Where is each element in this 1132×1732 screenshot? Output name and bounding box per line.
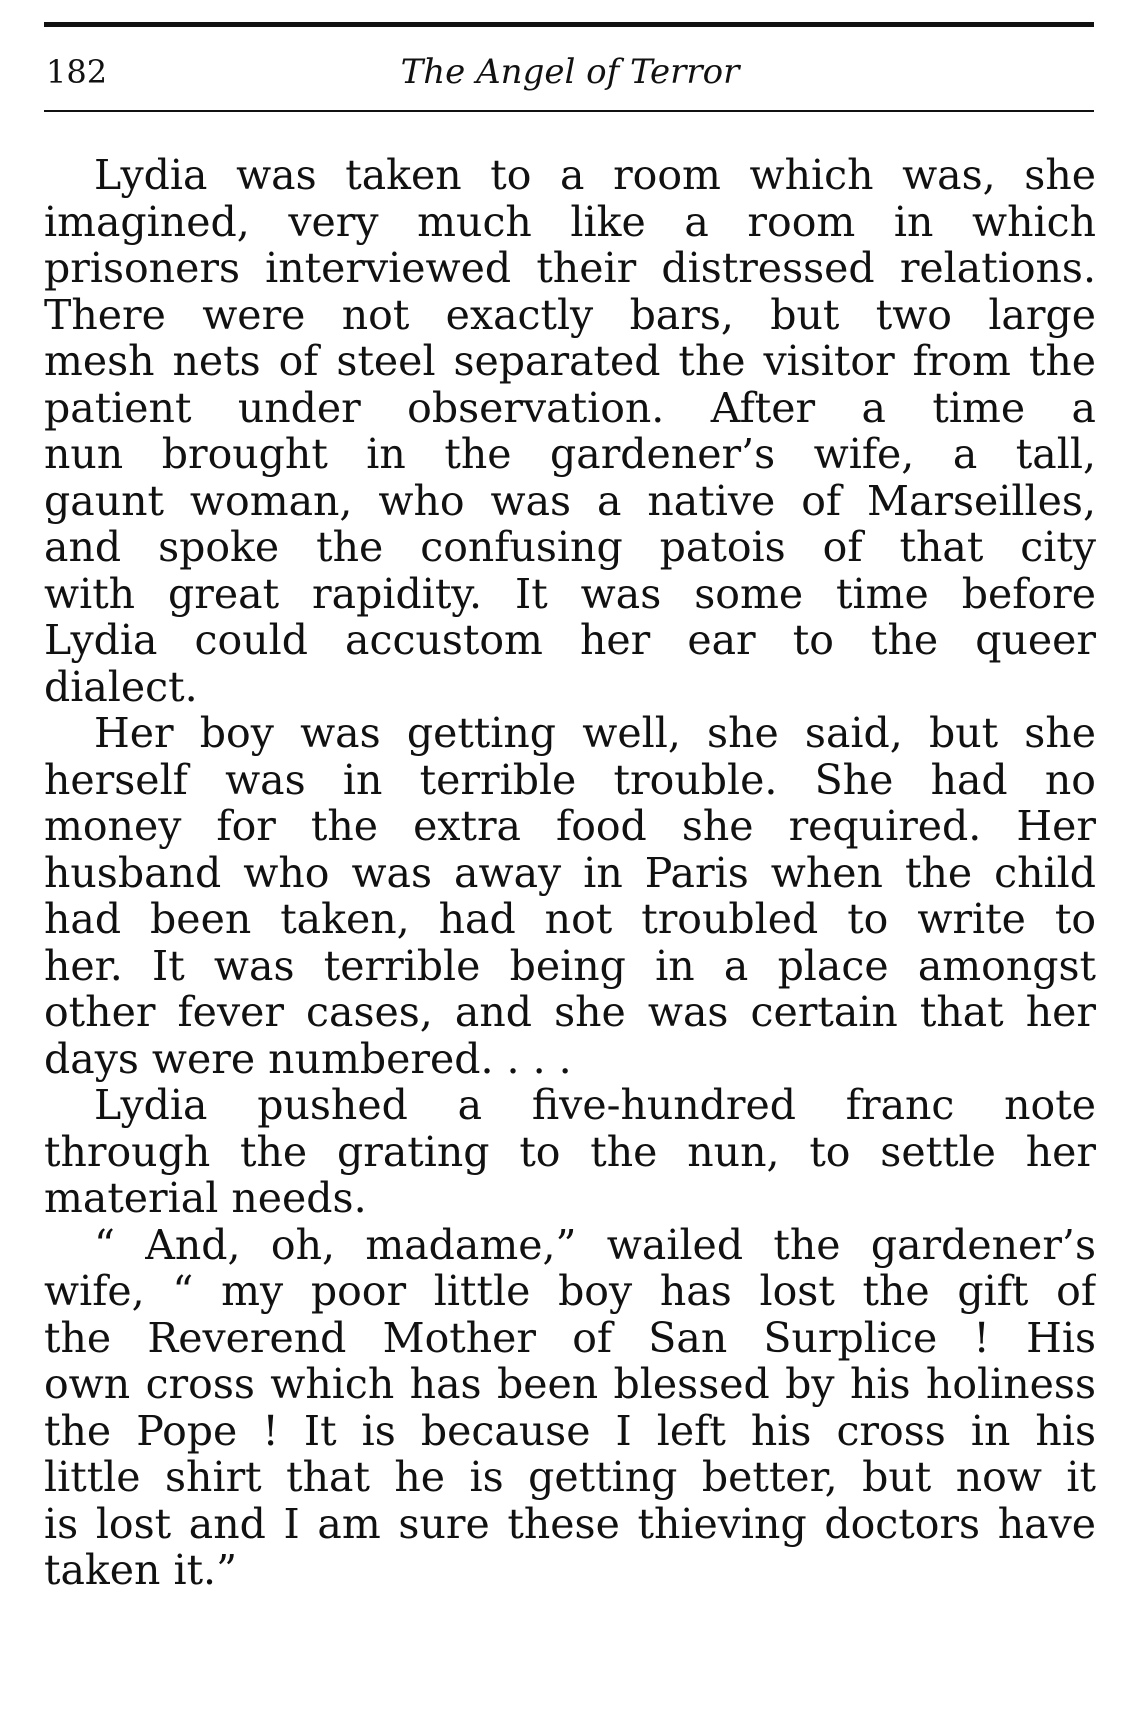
body-text: [44, 152, 1096, 1594]
header-bottom-rule: [44, 110, 1094, 112]
text-line: Lydia pushed a five-hundred franc note: [94, 1082, 1096, 1129]
text-line: prisoners interviewed their distressed relations.: [44, 245, 1096, 292]
text-line: little shirt that he is getting better, but now it: [44, 1454, 1096, 1501]
text-line: mesh nets of steel separated the visitor from the: [44, 338, 1096, 385]
text-line: wife, “ my poor little boy has lost the gift of: [44, 1268, 1096, 1315]
text-line: imagined, very much like a room in which: [44, 198, 1096, 245]
text-line: gaunt woman, who was a native of Marseilles,: [44, 477, 1096, 524]
text-line: with great rapidity. It was some time before: [44, 570, 1096, 617]
text-line: dialect.: [44, 663, 198, 710]
text-line: and spoke the confusing patois of that city: [44, 524, 1096, 571]
text-line: There were not exactly bars, but two large: [44, 291, 1096, 338]
text-line: the Pope ! It is because I left his cross in his: [44, 1407, 1096, 1454]
text-line: had been taken, had not troubled to write to: [44, 896, 1096, 943]
text-line: herself was in terrible trouble. She had no: [44, 756, 1096, 803]
page-number: 182: [46, 53, 108, 91]
text-line: her. It was terrible being in a place amongst: [44, 942, 1096, 989]
text-line: is lost and I am sure these thieving doctors have: [44, 1500, 1096, 1547]
text-line: other fever cases, and she was certain that her: [44, 989, 1096, 1036]
text-line: nun brought in the gardener’s wife, a tall,: [44, 431, 1096, 478]
running-title: The Angel of Terror: [400, 52, 740, 92]
text-line: own cross which has been blessed by his holiness: [44, 1361, 1096, 1408]
text-line: “ And, oh, madame,” wailed the gardener’s: [94, 1221, 1096, 1268]
text-line: the Reverend Mother of San Surplice ! His: [44, 1314, 1096, 1361]
text-line: taken it.”: [44, 1547, 238, 1594]
text-line: patient under observation. After a time a: [44, 384, 1096, 431]
text-line: days were numbered. . . .: [44, 1035, 572, 1082]
text-line: Lydia could accustom her ear to the queer: [44, 617, 1096, 664]
text-line: money for the extra food she required. Her: [44, 803, 1096, 850]
header-top-rule: [44, 22, 1094, 27]
text-line: Her boy was getting well, she said, but she: [94, 710, 1096, 757]
text-line: Lydia was taken to a room which was, she: [94, 152, 1096, 199]
text-line: through the grating to the nun, to settle her: [44, 1128, 1096, 1175]
text-line: husband who was away in Paris when the child: [44, 849, 1096, 896]
text-line: material needs.: [44, 1175, 367, 1222]
